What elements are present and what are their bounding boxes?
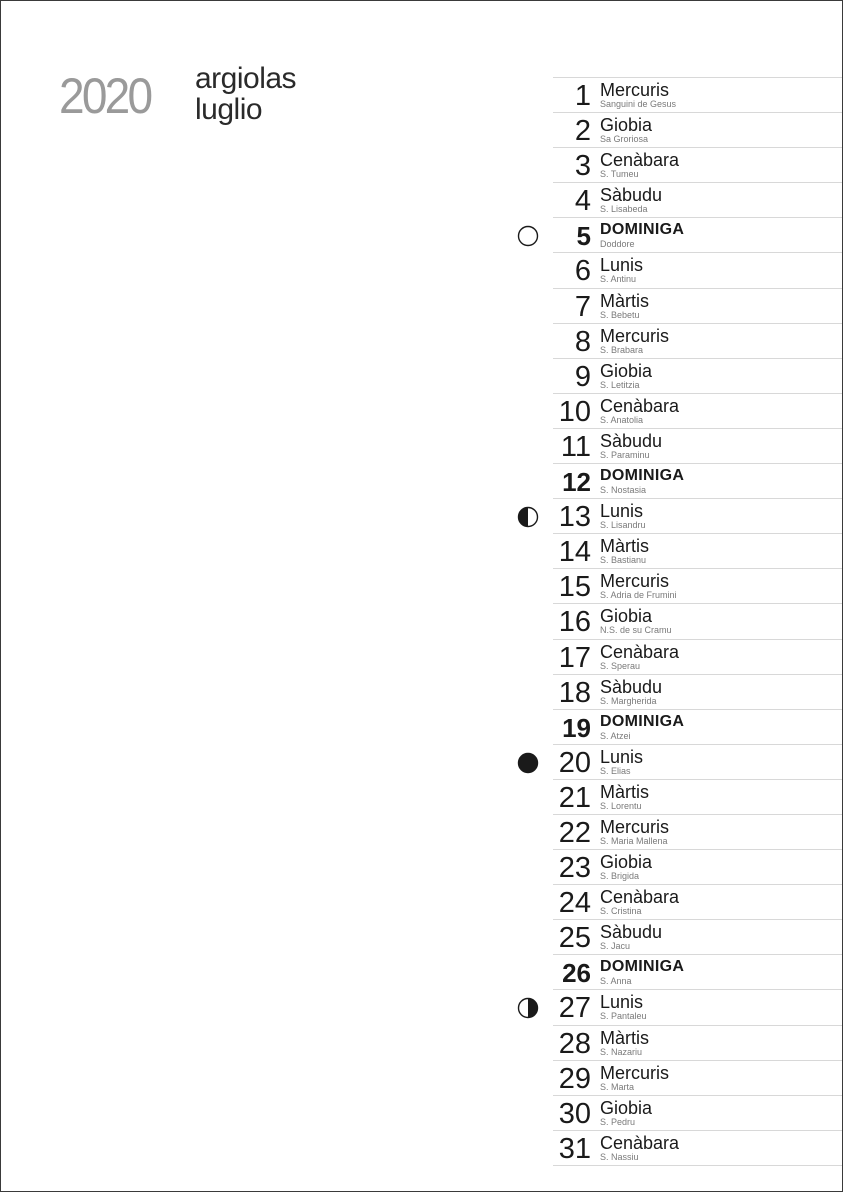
day-number: 11: [560, 430, 591, 463]
day-row: [1, 639, 842, 674]
day-row: [1, 954, 842, 989]
saint-name: S. Maria Mallena: [600, 835, 668, 846]
weekday-name: Màrtis: [600, 536, 649, 557]
day-row: [1, 849, 842, 884]
saint-name: S. Marta: [600, 1081, 635, 1092]
row-divider: [553, 639, 842, 640]
saint-name: S. Lisandru: [600, 520, 646, 531]
day-row: [1, 1025, 842, 1060]
brand-label: argiolas: [195, 62, 297, 95]
weekday-name: DOMINIGA: [600, 467, 685, 485]
saint-name: S. Pantaleu: [600, 1011, 647, 1022]
day-row: [1, 498, 842, 533]
row-divider: [553, 674, 842, 675]
saint-name: N.S. de su Cramu: [600, 625, 672, 636]
row-divider: [553, 919, 842, 920]
saint-name: S. Paraminu: [600, 449, 650, 460]
row-divider: [553, 814, 842, 815]
day-number: 13: [558, 501, 591, 534]
weekday-name: Cenàbara: [600, 395, 680, 416]
day-number: 30: [558, 1097, 591, 1130]
day-list: [1, 77, 842, 1165]
day-number: 24: [558, 887, 591, 920]
day-row: [1, 533, 842, 568]
day-row: [1, 463, 842, 498]
row-divider: [553, 533, 842, 534]
saint-name: S. Anna: [600, 976, 632, 987]
row-divider: [553, 779, 842, 780]
row-divider: [553, 989, 842, 990]
day-number: 14: [558, 536, 591, 569]
weekday-name: DOMINIGA: [600, 221, 685, 239]
saint-name: S. Nazariu: [600, 1046, 643, 1057]
day-number: 28: [558, 1027, 591, 1060]
day-row: [1, 709, 842, 744]
row-divider: [553, 1130, 842, 1131]
row-divider: [553, 393, 842, 394]
day-row: [1, 77, 842, 112]
saint-name: S. Letitzia: [600, 379, 640, 390]
day-row: [1, 603, 842, 638]
day-number: 9: [574, 360, 591, 393]
weekday-name: Cenàbara: [600, 641, 680, 662]
day-number: 15: [558, 571, 591, 604]
row-divider: [553, 217, 842, 218]
row-divider: [553, 603, 842, 604]
day-number: 25: [558, 922, 591, 955]
day-number: 1: [574, 80, 591, 112]
day-row: [1, 779, 842, 814]
row-divider: [553, 77, 842, 78]
row-divider: [553, 744, 842, 745]
day-number: 19: [562, 712, 591, 743]
day-number: 12: [562, 467, 591, 498]
weekday-name: Giobia: [600, 360, 653, 381]
day-number: 16: [558, 606, 591, 639]
weekday-name: Cenàbara: [600, 1132, 680, 1153]
weekday-name: Cenàbara: [600, 887, 680, 908]
saint-name: S. Margherida: [600, 695, 657, 706]
saint-name: S. Jacu: [600, 941, 631, 952]
row-divider: [553, 954, 842, 955]
weekday-name: Mercuris: [600, 1062, 670, 1083]
day-row: [1, 989, 842, 1024]
weekday-name: Sàbudu: [600, 185, 663, 206]
day-number: 22: [558, 816, 591, 849]
day-number: 27: [558, 992, 591, 1025]
day-row: [1, 744, 842, 779]
day-row: [1, 814, 842, 849]
row-divider: [553, 463, 842, 464]
saint-name: S. Atzei: [600, 730, 631, 741]
saint-name: S. Bebetu: [600, 309, 640, 320]
day-number: 29: [558, 1062, 591, 1095]
day-row: [1, 182, 842, 217]
saint-name: S. Adria de Frumini: [600, 590, 677, 601]
row-divider: [553, 252, 842, 253]
month-label: luglio: [195, 93, 263, 126]
saint-name: S. Lisabeda: [600, 204, 648, 215]
day-number: 5: [576, 221, 591, 252]
day-number: 10: [558, 395, 591, 428]
day-row: [1, 393, 842, 428]
weekday-name: Lunis: [600, 255, 644, 276]
weekday-name: Lunis: [600, 501, 644, 522]
saint-name: S. Nostasia: [600, 485, 647, 496]
weekday-name: Màrtis: [600, 290, 649, 311]
day-row: [1, 1060, 842, 1095]
row-divider: [553, 358, 842, 359]
weekday-name: Mercuris: [600, 816, 670, 837]
saint-name: S. Brigida: [600, 871, 640, 882]
saint-name: S. Antinu: [600, 274, 637, 285]
day-number: 26: [562, 958, 591, 989]
row-divider: [553, 709, 842, 710]
day-number: 21: [558, 781, 591, 814]
day-row: [1, 147, 842, 182]
day-row: [1, 1130, 842, 1165]
day-number: 8: [574, 325, 591, 358]
day-number: 3: [574, 150, 591, 183]
saint-name: S. Nassiu: [600, 1151, 639, 1162]
saint-name: Sanguini de Gesus: [600, 99, 677, 109]
row-divider: [553, 849, 842, 850]
saint-name: S. Lorentu: [600, 800, 642, 811]
weekday-name: Mercuris: [600, 325, 670, 346]
row-divider: [553, 1165, 842, 1166]
day-row: [1, 919, 842, 954]
day-row: [1, 288, 842, 323]
day-row: [1, 884, 842, 919]
saint-name: S. Elias: [600, 765, 631, 776]
row-divider: [553, 428, 842, 429]
weekday-name: Giobia: [600, 1097, 653, 1118]
weekday-name: Lunis: [600, 992, 644, 1013]
day-row: [1, 428, 842, 463]
saint-name: Doddore: [600, 239, 635, 250]
day-number: 31: [558, 1132, 591, 1165]
row-divider: [553, 1025, 842, 1026]
weekday-name: Mercuris: [600, 571, 670, 592]
day-row: [1, 674, 842, 709]
day-row: [1, 1095, 842, 1130]
day-number: 6: [574, 255, 591, 288]
row-divider: [553, 884, 842, 885]
row-divider: [553, 288, 842, 289]
row-divider: [553, 112, 842, 113]
saint-name: S. Pedru: [600, 1116, 636, 1127]
row-divider: [553, 182, 842, 183]
row-divider: [553, 1060, 842, 1061]
day-number: 4: [574, 185, 591, 218]
day-row: [1, 112, 842, 147]
weekday-name: Giobia: [600, 115, 653, 136]
year-label: 2020: [59, 68, 151, 124]
saint-name: Sa Groriosa: [600, 134, 649, 145]
weekday-name: Mercuris: [600, 80, 670, 100]
weekday-name: Màrtis: [600, 781, 649, 802]
weekday-name: Cenàbara: [600, 150, 680, 171]
day-number: 18: [558, 676, 591, 709]
weekday-name: Giobia: [600, 606, 653, 627]
day-number: 7: [574, 290, 591, 323]
weekday-name: Sàbudu: [600, 676, 663, 697]
row-divider: [553, 1095, 842, 1096]
day-row: [1, 323, 842, 358]
row-divider: [553, 147, 842, 148]
saint-name: S. Bastianu: [600, 555, 647, 566]
day-number: 2: [574, 115, 591, 148]
row-divider: [553, 498, 842, 499]
saint-name: S. Sperau: [600, 660, 641, 671]
row-divider: [553, 323, 842, 324]
day-number: 20: [558, 746, 591, 779]
saint-name: S. Brabara: [600, 344, 644, 355]
day-row: [1, 217, 842, 252]
weekday-name: Sàbudu: [600, 922, 663, 943]
saint-name: S. Anatolia: [600, 414, 644, 425]
saint-name: S. Cristina: [600, 906, 642, 917]
weekday-name: Lunis: [600, 746, 644, 767]
day-number: 17: [558, 641, 591, 674]
weekday-name: Màrtis: [600, 1027, 649, 1048]
weekday-name: Sàbudu: [600, 430, 663, 451]
day-row: [1, 568, 842, 603]
day-number: 23: [558, 852, 591, 885]
row-divider: [553, 568, 842, 569]
saint-name: S. Tumeu: [600, 169, 639, 180]
weekday-name: Giobia: [600, 852, 653, 873]
weekday-name: DOMINIGA: [600, 958, 685, 976]
day-row: [1, 358, 842, 393]
day-row: [1, 252, 842, 287]
weekday-name: DOMINIGA: [600, 712, 685, 730]
